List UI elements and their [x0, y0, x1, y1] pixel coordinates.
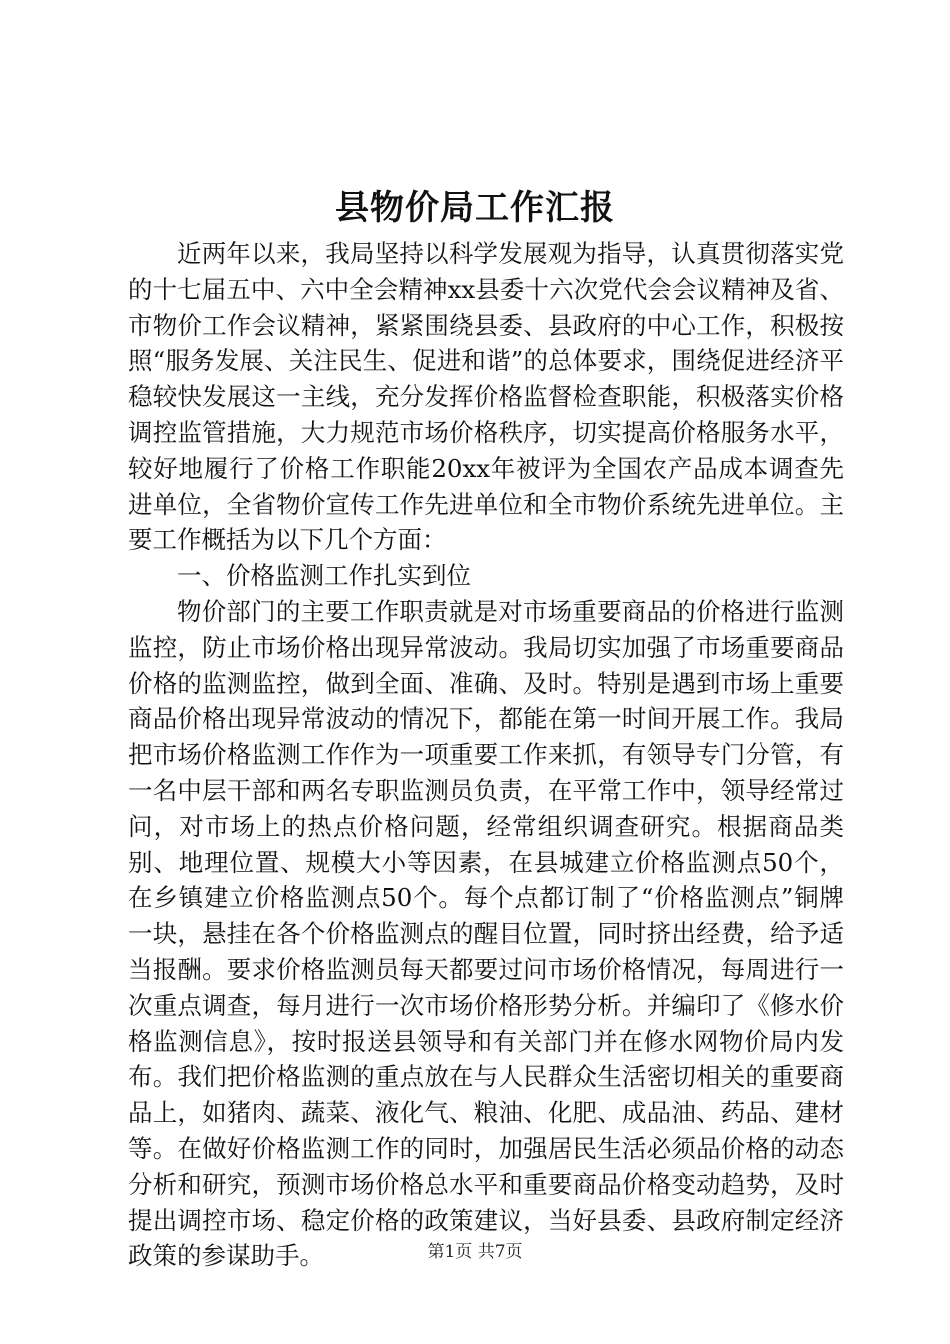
document-title: 县物价局工作汇报 [335, 188, 615, 228]
page-number-footer: 第1页 共7页 [427, 1242, 523, 1262]
intro-paragraph: 近两年以来，我局坚持以科学发展观为指导，认真贯彻落实党的十七届五中、六中全会精神xx县委十六次党代会会议精神及省、市物价工作会议精神，紧紧围绕县委、县政府的中心工作，积极按照“服务发展、关注民生、促进和谐”的总体要求，围绕促进经济平稳较快发展这一主线，充分发挥价格监督检查职能，积极落实价格调控监管措施，大力规范市场价格秩序，切实提高价格服务水平，较好地履行了价格工作职能20xx年被评为全国农产品成本调查先进单位，全省物价宣传工作先进单位和全市物价系统先进单位。主要工作概括为以下几个方面： [128, 239, 844, 555]
document-body [128, 236, 844, 1274]
section-heading: 一、价格监测工作扎实到位 [177, 561, 471, 591]
section-paragraph: 物价部门的主要工作职责就是对市场重要商品的价格进行监测监控，防止市场价格出现异常波动。我局切实加强了市场重要商品价格的监测监控，做到全面、准确、及时。特别是遇到市场上重要商品价格出现异常波动的情况下，都能在第一时间开展工作。我局把市场价格监测工作作为一项重要工作来抓，有领导专门分管，有一名中层干部和两名专职监测员负责，在平常工作中，领导经常过问，对市场上的热点价格问题，经常组织调查研究。根据商品类别、地理位置、规模大小等因素，在县城建立价格监测点50个，在乡镇建立价格监测点50个。每个点都订制了“价格监测点”铜牌一块，悬挂在各个价格监测点的醒目位置，同时挤出经费，给予适当报酬。要求价格监测员每天都要过问市场价格情况，每周进行一次重点调查，每月进行一次市场价格形势分析。并编印了《修水价格监测信息》，按时报送县领导和有关部门并在修水网物价局内发布。我们把价格监测的重点放在与人民群众生活密切相关的重要商品上，如猪肉、蔬菜、液化气、粮油、化肥、成品油、药品、建材等。在做好价格监测工作的同时，加强居民生活必须品价格的动态分析和研究，预测市场价格总水平和重要商品价格变动趋势，及时提出调控市场、稳定价格的政策建议，当好县委、县政府制定经济政策的参谋助手。 [128, 596, 844, 1271]
